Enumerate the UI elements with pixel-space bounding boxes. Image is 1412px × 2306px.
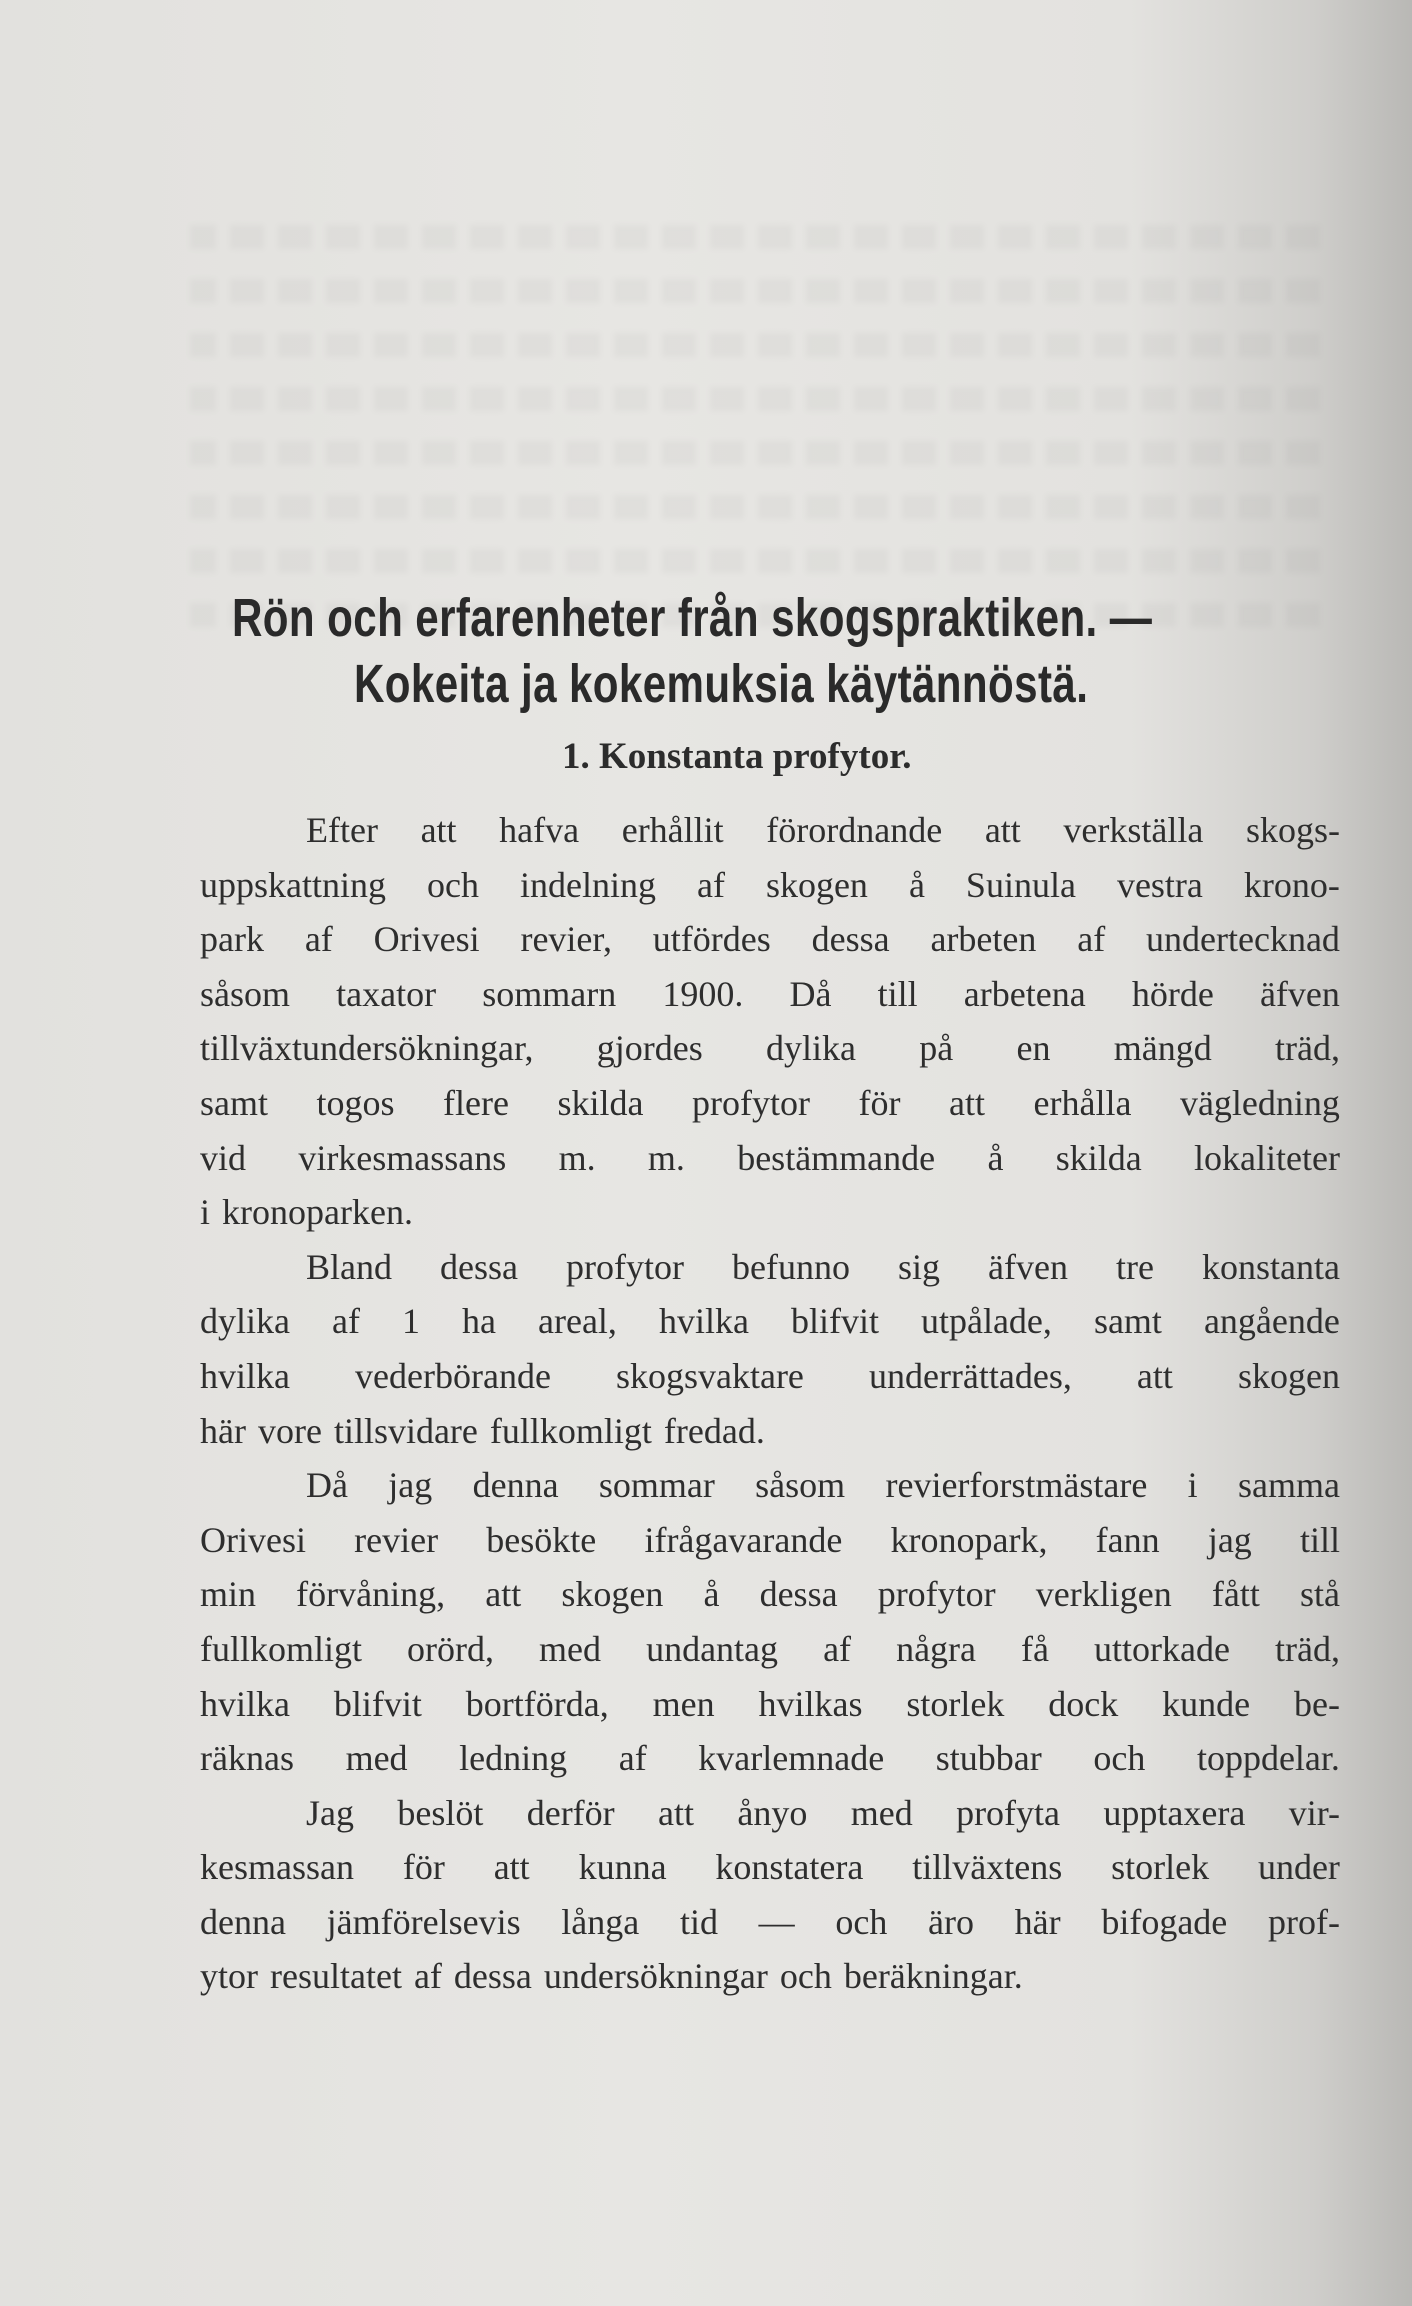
text-word: till [1299, 1519, 1340, 1560]
text-line [200, 1622, 1340, 1677]
section-heading: 1. Konstanta profytor. [562, 736, 912, 777]
body-text [200, 803, 1350, 2004]
text-word: och [779, 1956, 832, 1997]
text-word: fredad. [663, 1410, 765, 1451]
text-word: besökte [486, 1519, 597, 1560]
text-word: Orivesi [200, 1519, 306, 1560]
text-word: långa [561, 1901, 640, 1942]
text-word: till [877, 973, 918, 1014]
text-word: vederbörande [355, 1355, 551, 1396]
text-word: vore [257, 1410, 322, 1451]
article-title-line-1: Rön och erfarenheter från skogspraktiken. — [232, 588, 1153, 648]
text-word: undantag [646, 1628, 779, 1669]
text-line [200, 1458, 1340, 1513]
text-word: fullkomligt [200, 1628, 362, 1669]
text-word: kunna [578, 1847, 667, 1888]
text-word: här [1014, 1901, 1061, 1942]
text-word: dessa [759, 1574, 838, 1615]
text-word: denna [200, 1901, 286, 1942]
text-word: Orivesi [373, 919, 480, 960]
text-word: och [835, 1901, 888, 1942]
text-word: arbetena [963, 973, 1086, 1014]
text-word: af [1077, 919, 1106, 960]
text-word: träd, [1275, 1028, 1340, 1069]
text-word: fann [1095, 1519, 1160, 1560]
text-word: vir- [1288, 1792, 1340, 1833]
text-word: förordnande [766, 810, 943, 850]
text-word: m. [558, 1137, 596, 1178]
text-word: å [908, 864, 925, 905]
text-word: togos [316, 1082, 395, 1123]
text-word: af [823, 1628, 852, 1669]
text-word: äfven [988, 1246, 1068, 1287]
text-word: hafva [499, 810, 580, 850]
text-word: ifrågavarande [644, 1519, 843, 1560]
text-word: att [420, 810, 457, 850]
text-word: taxator [336, 973, 437, 1014]
text-word: kronopark, [890, 1519, 1048, 1560]
text-line [200, 858, 1340, 913]
text-line [200, 1949, 1340, 2004]
text-word: uppskattning [200, 864, 386, 905]
text-line [200, 1567, 1340, 1622]
text-word: å [703, 1574, 720, 1615]
text-word: ha [462, 1301, 496, 1342]
text-word: skogs- [1245, 810, 1340, 850]
text-word: tre [1115, 1246, 1154, 1287]
text-word: utpålade, [920, 1301, 1052, 1342]
text-word: 1900. [662, 973, 744, 1014]
text-line [200, 912, 1340, 967]
text-word: tillväxtens [912, 1847, 1063, 1888]
text-line [200, 803, 1340, 858]
text-word: förvåning, [296, 1574, 446, 1615]
text-word: beslöt [397, 1792, 484, 1833]
text-line [200, 1021, 1340, 1076]
text-word: jämförelsevis [326, 1901, 521, 1942]
text-word: park [200, 919, 264, 960]
text-word: kunde [1162, 1683, 1251, 1724]
text-word: Efter [306, 810, 378, 850]
text-word: af [304, 919, 333, 960]
text-word: hörde [1131, 973, 1214, 1014]
text-word: dylika [200, 1301, 290, 1342]
text-word: dock [1048, 1683, 1119, 1724]
text-line [200, 1240, 1340, 1295]
text-word: beräkningar. [843, 1956, 1023, 1997]
text-word: befunno [732, 1246, 850, 1287]
text-word: skilda [557, 1082, 644, 1123]
text-word: — [758, 1901, 795, 1942]
text-word: såsom [755, 1465, 846, 1506]
text-word: i [200, 1192, 211, 1233]
text-word: å [987, 1137, 1004, 1178]
text-word: med [850, 1792, 913, 1833]
text-word: ledning [459, 1738, 568, 1779]
text-word: kronoparken. [222, 1192, 413, 1233]
text-word: stå [1299, 1574, 1340, 1615]
text-word: 1 [401, 1301, 420, 1342]
text-word: profytor [566, 1246, 684, 1287]
text-word: sig [897, 1246, 940, 1287]
text-word: en [1016, 1028, 1051, 1069]
text-word: bortförda, [465, 1683, 609, 1724]
text-word: flere [443, 1082, 509, 1123]
text-word: derför [526, 1792, 615, 1833]
text-word: vestra [1116, 864, 1203, 905]
text-word: hvilka [658, 1301, 749, 1342]
text-word: konstanta [1201, 1246, 1340, 1287]
text-word: resultatet [270, 1956, 402, 1997]
text-line [200, 1840, 1340, 1895]
text-word: att [485, 1574, 522, 1615]
text-word: uttorkade [1094, 1628, 1230, 1669]
text-word: dessa [811, 919, 890, 960]
text-word: Då [306, 1465, 348, 1506]
text-word: ånyo [737, 1792, 808, 1833]
text-word: af [696, 864, 725, 905]
text-word: angående [1203, 1301, 1340, 1342]
text-word: samma [1238, 1465, 1340, 1506]
text-word: af [618, 1738, 647, 1779]
text-word: träd, [1275, 1628, 1340, 1669]
text-word: Suinula [965, 864, 1076, 905]
text-word: för [402, 1847, 445, 1888]
text-word: kesmassan [200, 1847, 354, 1888]
text-word: skogen [561, 1574, 664, 1615]
text-word: fått [1211, 1574, 1260, 1615]
text-word: af [332, 1301, 360, 1342]
text-word: hvilka [200, 1355, 290, 1396]
text-word: såsom [200, 973, 290, 1014]
page-content [200, 585, 1350, 2004]
text-word: kvarlemnade [698, 1738, 885, 1779]
text-word: på [919, 1028, 954, 1069]
text-word: gjordes [596, 1028, 703, 1069]
text-word: samt [200, 1082, 268, 1123]
text-word: be- [1294, 1683, 1340, 1724]
text-line [200, 1185, 1340, 1240]
text-word: mängd [1113, 1028, 1212, 1069]
text-word: dylika [766, 1028, 856, 1069]
text-word: skilda [1055, 1137, 1142, 1178]
text-word: tillsvidare [333, 1410, 478, 1451]
text-word: dessa [440, 1246, 518, 1287]
text-word: m. [647, 1137, 685, 1178]
text-word: jag [1207, 1519, 1252, 1560]
text-word: för [858, 1082, 901, 1123]
text-word: blifvit [790, 1301, 879, 1342]
text-word: stubbar [935, 1738, 1042, 1779]
text-word: bifogade [1101, 1901, 1228, 1942]
text-word: bestämmande [737, 1137, 936, 1178]
text-line [200, 1513, 1340, 1568]
text-word: ytor [200, 1956, 258, 1997]
text-word: profyta [956, 1792, 1061, 1833]
text-line [200, 1677, 1340, 1732]
text-line [200, 1294, 1340, 1349]
text-word: denna [472, 1465, 559, 1506]
text-word: Då [789, 973, 832, 1014]
text-word: utfördes [652, 919, 771, 960]
text-word: och [1093, 1738, 1146, 1779]
text-word: att [493, 1847, 530, 1888]
text-word: här [200, 1410, 246, 1451]
text-word: att [658, 1792, 695, 1833]
text-word: verkställa [1063, 810, 1204, 850]
text-word: erhålla [1033, 1082, 1132, 1123]
text-word: indelning [519, 864, 656, 905]
text-word: lokaliteter [1194, 1137, 1340, 1178]
text-word: att [1136, 1355, 1173, 1396]
text-word: upptaxera [1103, 1792, 1246, 1833]
text-word: toppdelar. [1196, 1738, 1340, 1779]
text-line [200, 1076, 1340, 1131]
text-word: hvilka [200, 1683, 290, 1724]
text-word: äro [928, 1901, 974, 1942]
text-word: fullkomligt [489, 1410, 652, 1451]
text-word: under [1257, 1847, 1340, 1888]
text-word: revier [354, 1519, 439, 1560]
article-title-line-2: Kokeita ja kokemuksia käytännöstä. [354, 654, 1089, 714]
text-word: min [200, 1574, 257, 1615]
text-word: Bland [306, 1246, 392, 1287]
text-word: tid [679, 1901, 718, 1942]
text-word: prof- [1267, 1901, 1340, 1942]
text-word: jag [388, 1465, 433, 1506]
text-word: krono- [1243, 864, 1340, 905]
text-word: men [652, 1683, 715, 1724]
text-word: att [984, 810, 1021, 850]
text-word: revier, [520, 919, 612, 960]
text-word: konstatera [715, 1847, 864, 1888]
text-line [200, 1895, 1340, 1950]
text-word: äfven [1259, 973, 1340, 1014]
text-word: arbeten [930, 919, 1037, 960]
text-word: med [539, 1628, 602, 1669]
text-word: af [413, 1956, 442, 1997]
text-word: skogsvaktare [615, 1355, 804, 1396]
text-word: underrättades, [868, 1355, 1072, 1396]
text-word: profytor [692, 1082, 810, 1123]
text-word: profytor [877, 1574, 996, 1615]
text-word: hvilkas [758, 1683, 863, 1724]
text-word: erhållit [621, 810, 724, 850]
text-word: samt [1093, 1301, 1162, 1342]
text-word: areal, [538, 1301, 617, 1342]
text-line [200, 1404, 1340, 1459]
text-word: och [427, 864, 479, 905]
text-word: blifvit [333, 1683, 422, 1724]
text-word: storlek [906, 1683, 1005, 1724]
text-word: med [345, 1738, 408, 1779]
text-word: några [896, 1628, 977, 1669]
text-word: skogen [1237, 1355, 1340, 1396]
text-word: i [1187, 1465, 1198, 1506]
text-line [200, 1349, 1340, 1404]
text-line [200, 1131, 1340, 1186]
text-word: sommarn [482, 973, 617, 1014]
text-word: orörd, [407, 1628, 495, 1669]
text-word: dessa [453, 1956, 532, 1997]
text-word: skogen [765, 864, 868, 905]
text-word: vägledning [1179, 1082, 1340, 1123]
text-word: storlek [1111, 1847, 1210, 1888]
text-word: virkesmassans [298, 1137, 507, 1178]
text-word: få [1021, 1628, 1050, 1669]
text-word: verkligen [1035, 1574, 1172, 1615]
text-word: att [949, 1082, 985, 1123]
text-word: räknas [200, 1738, 294, 1779]
text-word: vid [200, 1137, 247, 1178]
text-word: undersökningar [543, 1956, 768, 1997]
text-word: undertecknad [1146, 919, 1340, 960]
text-line [200, 1731, 1340, 1786]
text-line [200, 967, 1340, 1022]
text-word: tillväxtundersökningar, [200, 1028, 534, 1069]
text-word: revierforstmästare [885, 1465, 1148, 1506]
text-word: Jag [306, 1792, 354, 1833]
text-word: sommar [598, 1465, 715, 1506]
text-line [200, 1786, 1340, 1841]
